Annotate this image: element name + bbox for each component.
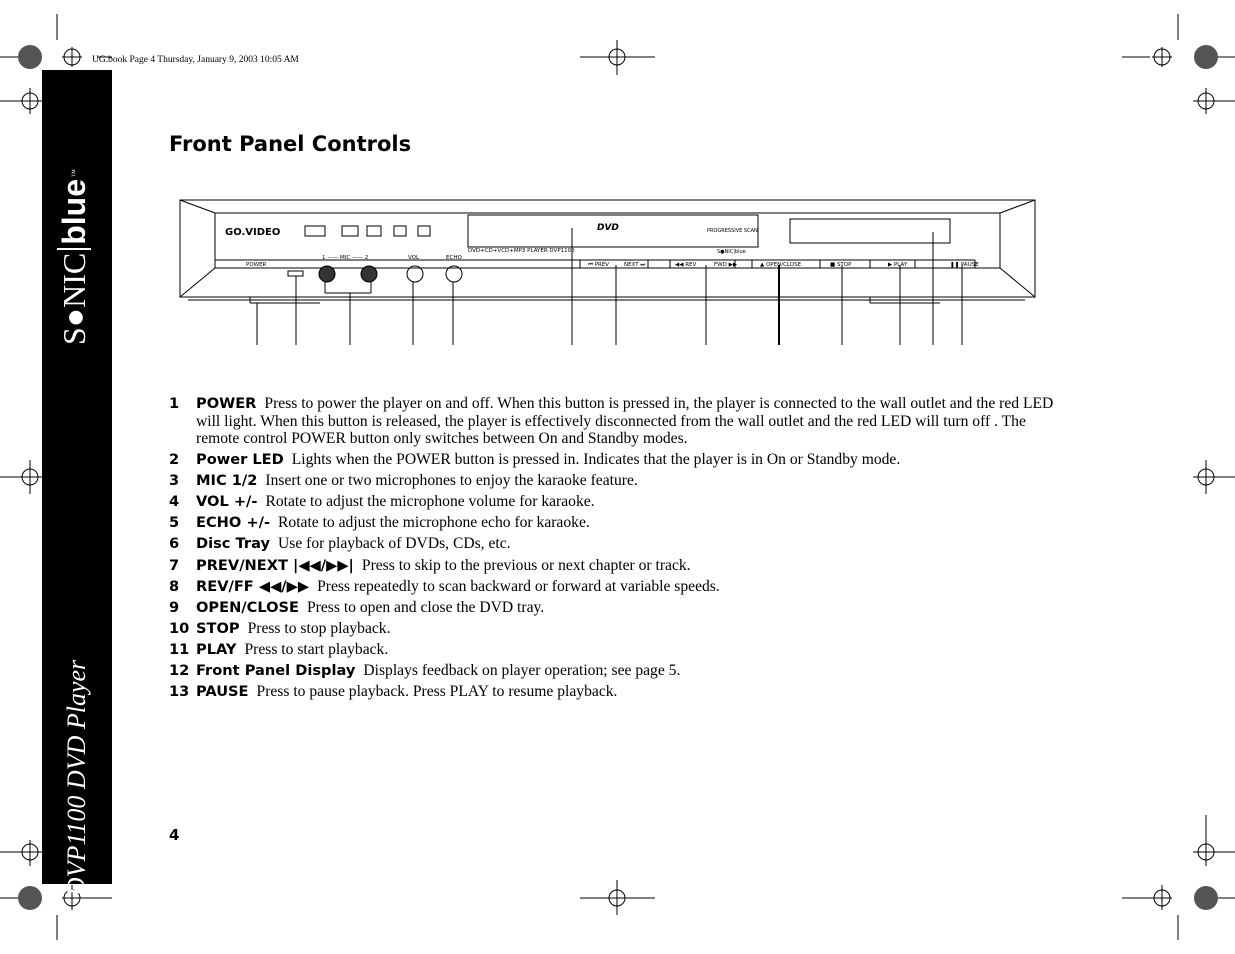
item-description: Press to start playback. <box>244 640 389 658</box>
item-number: 4 <box>169 493 180 511</box>
item-label: PLAY <box>196 640 237 658</box>
item-body <box>196 557 1069 575</box>
brand-separator <box>57 248 91 250</box>
item-description: Rotate to adjust the microphone volume for karaoke. <box>265 493 595 511</box>
list-item <box>169 472 1069 490</box>
item-number: 11 <box>169 640 190 658</box>
list-item <box>169 620 1069 638</box>
tray-caption: DVD+CD+VCD+MP3 PLAYER DVP1100 <box>468 248 575 254</box>
item-number: 6 <box>169 535 180 553</box>
item-number: 1 <box>169 395 180 412</box>
prev-label: ⏮ PREV <box>588 262 610 268</box>
item-body <box>196 514 1069 532</box>
item-description: Press to pause playback. Press PLAY to resume playback. <box>256 683 618 701</box>
brand-small: S●NIC|blue <box>717 249 746 255</box>
item-body <box>196 599 1069 617</box>
stop-label: ■ STOP <box>830 262 852 268</box>
item-number: 3 <box>169 472 180 490</box>
item-label: ECHO +/- <box>196 514 270 532</box>
item-label: OPEN/CLOSE <box>196 598 299 616</box>
list-item <box>169 395 1069 448</box>
list-item <box>169 514 1069 532</box>
open-close-label: ▲ OPEN/CLOSE <box>760 262 802 268</box>
item-description: Rotate to adjust the microphone echo for karaoke. <box>278 514 590 532</box>
list-item <box>169 683 1069 701</box>
item-description: Press to open and close the DVD tray. <box>307 598 545 616</box>
pause-label: ❚❚ PAUSE <box>950 262 979 268</box>
item-number: 12 <box>169 662 190 680</box>
next-label: NEXT ⏭ <box>624 262 646 268</box>
item-number: 9 <box>169 598 180 616</box>
item-body <box>196 620 1069 638</box>
echo-label: ECHO <box>446 255 462 261</box>
dvd-logo: DVD <box>597 223 619 233</box>
brand-bold: blue <box>55 178 92 245</box>
item-label: PREV/NEXT |◀◀/▶▶| <box>196 556 354 574</box>
item-body <box>196 662 1069 680</box>
item-label: Front Panel Display <box>196 662 356 680</box>
item-description: Press to stop playback. <box>247 619 391 637</box>
item-description: Use for playback of DVDs, CDs, etc. <box>278 535 511 553</box>
item-description: Press repeatedly to scan backward or forward at variable speeds. <box>317 577 720 595</box>
item-body <box>196 578 1069 596</box>
item-number: 7 <box>169 556 180 574</box>
item-number: 8 <box>169 577 180 595</box>
page-number: 4 <box>169 826 180 844</box>
item-body <box>196 395 1069 448</box>
page-title: Front Panel Controls <box>169 132 412 156</box>
item-label: Power LED <box>196 451 284 469</box>
item-description: Press to skip to the previous or next chapter or track. <box>361 556 691 574</box>
item-label: POWER <box>196 395 257 412</box>
print-header: UG.book Page 4 Thursday, January 9, 2003 10:05 AM <box>92 55 299 65</box>
mic-label: 1 —— MIC —— 2 <box>322 255 369 261</box>
list-item <box>169 662 1069 680</box>
list-item <box>169 578 1069 596</box>
item-label: REV/FF ◀◀/▶▶ <box>196 577 310 595</box>
play-label: ▶ PLAY <box>888 262 908 268</box>
trademark: ™ <box>69 169 79 177</box>
item-number: 2 <box>169 451 180 469</box>
rev-label: ◀◀ REV <box>675 262 697 268</box>
govideo-logo: GO.VIDEO <box>225 227 281 238</box>
power-label: POWER <box>246 262 267 268</box>
item-label: PAUSE <box>196 683 249 701</box>
item-label: VOL +/- <box>196 493 258 511</box>
item-number: 5 <box>169 514 180 532</box>
list-item <box>169 641 1069 659</box>
item-number: 13 <box>169 683 190 701</box>
list-item <box>169 557 1069 575</box>
item-body <box>196 493 1069 511</box>
vol-label: VOL <box>408 255 420 261</box>
item-description: Press to power the player on and off. When this button is pressed in, the player is connected to the wall outlet and the red LED will light. When this button is released, the player is effectively disconnected from the wall outlet and the red LED will turn off . The remote control POWER button only switches between On and Standby modes. <box>196 395 1054 447</box>
product-title: DVP1100 DVD Player <box>62 659 91 897</box>
item-description: Displays feedback on player operation; see page 5. <box>363 662 681 680</box>
brand-light: S●NIC <box>55 252 92 345</box>
list-item <box>169 493 1069 511</box>
item-body <box>196 472 1069 490</box>
item-body <box>196 535 1069 553</box>
item-label: MIC 1/2 <box>196 472 258 490</box>
item-label: Disc Tray <box>196 535 270 553</box>
item-number: 10 <box>169 619 190 637</box>
item-body <box>196 641 1069 659</box>
list-item <box>169 451 1069 469</box>
list-item <box>169 599 1069 617</box>
progressive-label: PROGRESSIVE SCAN <box>707 228 758 234</box>
front-panel-diagram <box>170 190 1040 350</box>
item-body <box>196 683 1069 701</box>
brand-logo <box>49 145 99 345</box>
item-description: Lights when the POWER button is pressed in. Indicates that the player is in On or Standby mode. <box>291 451 901 469</box>
control-list <box>169 395 1069 704</box>
item-label: STOP <box>196 619 240 637</box>
sidebar <box>42 70 112 897</box>
fwd-label: FWD ▶▶ <box>714 262 738 268</box>
list-item <box>169 535 1069 553</box>
item-body <box>196 451 1069 469</box>
item-description: Insert one or two microphones to enjoy the karaoke feature. <box>265 472 638 490</box>
